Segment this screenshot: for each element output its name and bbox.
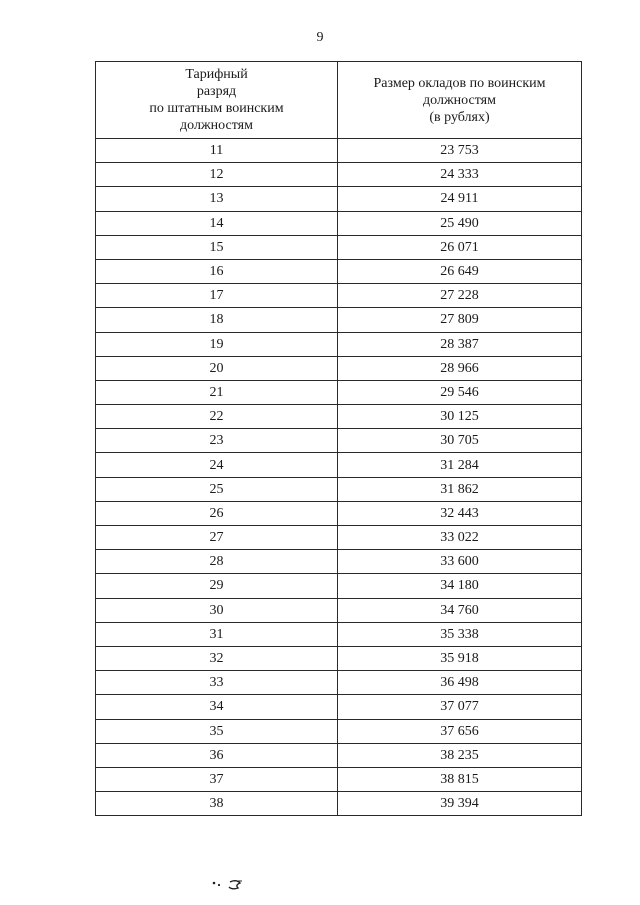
table-row	[96, 695, 582, 719]
salary-cell: 23 753	[338, 139, 582, 163]
grade-cell: 34	[96, 695, 338, 719]
salary-cell: 24 333	[338, 163, 582, 187]
grade-cell: 19	[96, 332, 338, 356]
table-row	[96, 622, 582, 646]
grade-cell: 30	[96, 598, 338, 622]
salary-cell: 26 071	[338, 235, 582, 259]
salary-cell: 25 490	[338, 211, 582, 235]
grade-cell: 28	[96, 550, 338, 574]
grade-cell: 16	[96, 259, 338, 283]
table-row	[96, 453, 582, 477]
grade-cell: 23	[96, 429, 338, 453]
salary-cell: 33 600	[338, 550, 582, 574]
table-row	[96, 501, 582, 525]
table-row	[96, 598, 582, 622]
salary-cell: 34 760	[338, 598, 582, 622]
grade-cell: 14	[96, 211, 338, 235]
salary-table	[95, 61, 582, 816]
table-row	[96, 187, 582, 211]
table-row	[96, 429, 582, 453]
table-row	[96, 211, 582, 235]
grade-cell: 26	[96, 501, 338, 525]
salary-cell: 34 180	[338, 574, 582, 598]
grade-cell: 12	[96, 163, 338, 187]
salary-cell: 37 077	[338, 695, 582, 719]
table-body	[96, 139, 582, 816]
table-row	[96, 405, 582, 429]
grade-cell: 36	[96, 743, 338, 767]
salary-cell: 35 338	[338, 622, 582, 646]
header-grade-text: Тарифный разряд по штатным воинским должностям	[149, 67, 284, 133]
grade-cell: 33	[96, 671, 338, 695]
salary-cell: 27 809	[338, 308, 582, 332]
salary-cell: 31 862	[338, 477, 582, 501]
salary-cell: 32 443	[338, 501, 582, 525]
grade-cell: 25	[96, 477, 338, 501]
grade-cell: 15	[96, 235, 338, 259]
grade-cell: 18	[96, 308, 338, 332]
table-row	[96, 743, 582, 767]
salary-cell: 28 387	[338, 332, 582, 356]
salary-cell: 39 394	[338, 792, 582, 816]
grade-cell: 21	[96, 380, 338, 404]
table-header-row	[96, 62, 582, 139]
table-row	[96, 235, 582, 259]
table-row	[96, 671, 582, 695]
table-row	[96, 792, 582, 816]
grade-cell: 31	[96, 622, 338, 646]
table-row	[96, 550, 582, 574]
grade-cell: 17	[96, 284, 338, 308]
salary-cell: 24 911	[338, 187, 582, 211]
table-row	[96, 332, 582, 356]
table-row	[96, 574, 582, 598]
grade-cell: 38	[96, 792, 338, 816]
salary-cell: 30 705	[338, 429, 582, 453]
table-row	[96, 284, 582, 308]
salary-cell: 36 498	[338, 671, 582, 695]
grade-cell: 24	[96, 453, 338, 477]
salary-cell: 30 125	[338, 405, 582, 429]
header-salary-text: Размер окладов по воинским должностям (в рублях)	[373, 75, 546, 125]
salary-cell: 31 284	[338, 453, 582, 477]
salary-cell: 26 649	[338, 259, 582, 283]
header-salary	[338, 62, 582, 139]
salary-cell: 27 228	[338, 284, 582, 308]
table-row	[96, 259, 582, 283]
table-row	[96, 163, 582, 187]
salary-cell: 35 918	[338, 646, 582, 670]
salary-cell: 33 022	[338, 526, 582, 550]
grade-cell: 13	[96, 187, 338, 211]
table-row	[96, 767, 582, 791]
table-row	[96, 646, 582, 670]
table-row	[96, 356, 582, 380]
table-row	[96, 477, 582, 501]
grade-cell: 35	[96, 719, 338, 743]
grade-cell: 20	[96, 356, 338, 380]
salary-cell: 38 235	[338, 743, 582, 767]
page-number: 9	[316, 30, 324, 45]
header-grade	[96, 62, 338, 139]
grade-cell: 11	[96, 139, 338, 163]
table-row	[96, 719, 582, 743]
grade-cell: 22	[96, 405, 338, 429]
grade-cell: 37	[96, 767, 338, 791]
table-row	[96, 139, 582, 163]
grade-cell: 32	[96, 646, 338, 670]
salary-cell: 38 815	[338, 767, 582, 791]
table-row	[96, 308, 582, 332]
salary-cell: 28 966	[338, 356, 582, 380]
salary-cell: 29 546	[338, 380, 582, 404]
scan-mark-icon	[210, 877, 250, 891]
salary-cell: 37 656	[338, 719, 582, 743]
table-row	[96, 526, 582, 550]
table-row	[96, 380, 582, 404]
grade-cell: 29	[96, 574, 338, 598]
grade-cell: 27	[96, 526, 338, 550]
